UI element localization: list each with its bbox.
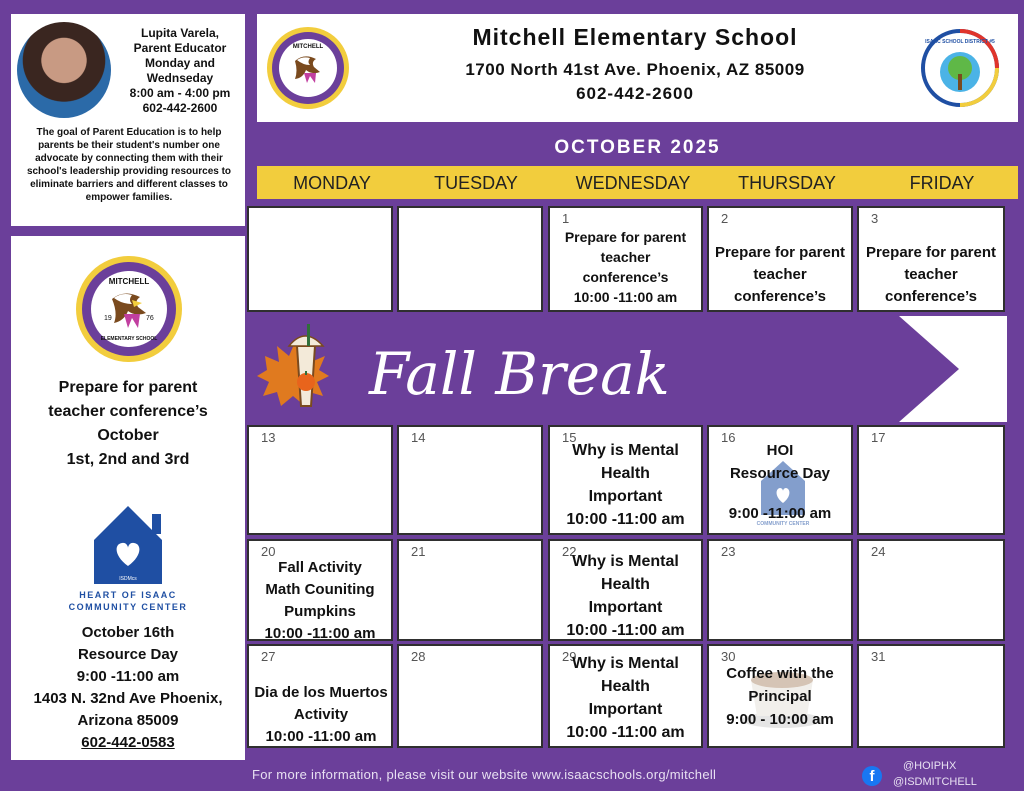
event-line: Pumpkins (284, 603, 356, 620)
event-time: 10:00 -11:00 am (573, 289, 678, 305)
date-number: 28 (411, 649, 426, 664)
day-label-friday: FRIDAY (909, 173, 975, 193)
hoi-info (14, 622, 242, 754)
district-name: ISAAC SCHOOL DISTRICT #5 (925, 39, 995, 45)
date-number: 14 (411, 430, 426, 445)
goal-text: The goal of Parent Education is to help parents be their student's number one advocate by connecting them with their school's leadership providing resources to eliminate barriers and different classes to empower families. (26, 127, 232, 203)
date-number: 16 (721, 430, 736, 445)
event-line: Important (588, 701, 663, 718)
calendar-cell-empty (247, 206, 393, 312)
event-line: Why is Mental (572, 655, 679, 672)
event-mental-health (550, 439, 701, 531)
social-handle-isdmitchell[interactable]: @ISDMITCHELL (893, 776, 977, 788)
event-line: Health (601, 678, 650, 695)
event-line: Health (601, 576, 650, 593)
school-seal-icon (74, 254, 184, 364)
date-number: 29 (562, 649, 577, 664)
month-title: OCTOBER 2025 (554, 137, 721, 158)
seal-sub: ELEMENTARY SCHOOL (100, 336, 158, 342)
school-seal-icon (266, 26, 350, 110)
event-line: teacher (753, 266, 807, 283)
calendar-cell-oct-3 (857, 206, 1005, 312)
event-line: Coffee with the (726, 665, 834, 682)
event-coffee-with-principal (709, 662, 851, 731)
calendar-cell-oct-17 (857, 425, 1005, 535)
calendar-cell-oct-14 (397, 425, 543, 535)
school-name: Mitchell Elementary School (472, 24, 798, 50)
day-label-monday: MONDAY (293, 173, 371, 193)
calendar-cell-oct-31 (857, 644, 1005, 748)
date-number: 27 (261, 649, 276, 664)
avatar (17, 22, 111, 118)
event-time: 9:00 - 10:00 am (726, 711, 834, 728)
event-line: conference’s (885, 288, 977, 305)
calendar-cell-oct-16 (707, 425, 853, 535)
calendar-cell-oct-24 (857, 539, 1005, 641)
calendar-cell-oct-1 (548, 206, 703, 312)
calendar-cell-oct-22 (548, 539, 703, 641)
date-number: 30 (721, 649, 736, 664)
event-line: Prepare for parent (714, 244, 846, 261)
contact-name: Lupita Varela, (140, 26, 220, 40)
event-time: 9:00 -11:00 am (728, 505, 832, 522)
social-handle-hoiphx[interactable]: @HOIPHX (903, 760, 957, 772)
school-phone: 602-442-2600 (576, 84, 694, 103)
calendar-cell-oct-27 (247, 644, 393, 748)
conf-line-3: October (97, 427, 159, 444)
event-conference (550, 227, 701, 307)
event-mental-health (550, 550, 701, 642)
event-line: Resource Day (729, 465, 831, 482)
date-number: 31 (871, 649, 886, 664)
seal-year-left: 19 (104, 315, 112, 322)
event-time: 10:00 -11:00 am (264, 625, 376, 642)
event-line: Why is Mental (572, 442, 679, 459)
hoi-watermark-text: COMMUNITY CENTER (756, 521, 810, 527)
event-line: Principal (748, 688, 812, 705)
event-line: Important (588, 488, 663, 505)
event-conference (705, 242, 855, 308)
day-label-thursday: THURSDAY (738, 173, 836, 193)
facebook-icon[interactable]: f (862, 766, 882, 786)
weekday-bar (257, 166, 1018, 199)
event-line: conference’s (582, 269, 669, 285)
hoi-time: 9:00 -11:00 am (76, 668, 180, 685)
calendar-cell-oct-30 (707, 644, 853, 748)
event-line: Activity (293, 706, 349, 723)
contact-hours: 8:00 am - 4:00 pm (129, 86, 231, 100)
contact-days-2: Wednseday (146, 71, 214, 85)
district-logo-icon (920, 28, 1000, 108)
date-number: 22 (562, 544, 577, 559)
calendar-cell-oct-2 (707, 206, 853, 312)
event-mental-health (550, 652, 701, 744)
hoi-logo-small: ISDMcs (119, 576, 137, 582)
hoi-logo-line-2: COMMUNITY CENTER (68, 602, 188, 612)
date-number: 21 (411, 544, 426, 559)
hoi-logo-line-1: HEART OF ISAAC (79, 590, 177, 600)
calendar-cell-oct-28 (397, 644, 543, 748)
event-time: 10:00 -11:00 am (566, 724, 685, 741)
event-time: 10:00 -11:00 am (566, 511, 685, 528)
seal-year-right: 76 (146, 315, 154, 322)
calendar-cell-oct-13 (247, 425, 393, 535)
footer-info: For more information, please visit our website www.isaacschools.org/mitchell (252, 767, 717, 782)
event-line: HOI (766, 442, 794, 459)
calendar-cell-oct-20 (247, 539, 393, 641)
fall-break-banner (247, 316, 1007, 422)
contact-info (116, 26, 244, 116)
event-line: Fall Activity (278, 559, 362, 576)
date-number: 24 (871, 544, 886, 559)
event-line: Important (588, 599, 663, 616)
contact-phone: 602-442-2600 (142, 101, 218, 115)
event-dia-de-los-muertos (243, 682, 399, 748)
conf-line-2: teacher conference’s (48, 403, 208, 420)
heart-of-isaac-logo-icon (58, 500, 198, 615)
calendar-cell-oct-21 (397, 539, 543, 641)
fall-break-title: Fall Break (369, 340, 670, 408)
hoi-address-1: 1403 N. 32nd Ave Phoenix, (33, 690, 223, 707)
event-line: Prepare for parent (865, 244, 997, 261)
contact-role: Parent Educator (133, 41, 227, 55)
date-number: 2 (721, 211, 729, 226)
hoi-event: Resource Day (77, 646, 179, 663)
event-time: 10:00 -11:00 am (566, 622, 685, 639)
calendar-cell-oct-29 (548, 644, 703, 748)
event-time: 10:00 -11:00 am (265, 728, 377, 745)
date-number: 20 (261, 544, 276, 559)
seal-name: MITCHELL (108, 277, 150, 286)
calendar-cell-empty (397, 206, 543, 312)
date-number: 3 (871, 211, 879, 226)
date-number: 17 (871, 430, 886, 445)
conf-line-4: 1st, 2nd and 3rd (66, 451, 190, 468)
event-line: Why is Mental (572, 553, 679, 570)
hoi-phone: 602-442-0583 (81, 734, 175, 751)
hoi-date: October 16th (81, 624, 175, 641)
event-line: Math Couniting (265, 581, 375, 598)
calendar-cell-oct-23 (707, 539, 853, 641)
calendar-cell-oct-15 (548, 425, 703, 535)
contact-days-1: Monday and (144, 56, 215, 70)
event-conference (857, 242, 1005, 308)
conference-note (20, 376, 236, 472)
date-number: 13 (261, 430, 276, 445)
event-fall-activity (245, 557, 395, 645)
date-number: 23 (721, 544, 736, 559)
day-label-wednesday: WEDNESDAY (575, 173, 691, 193)
event-line: conference’s (734, 288, 826, 305)
conf-line-1: Prepare for parent (58, 379, 198, 396)
seal-top-name: MITCHELL (292, 44, 324, 50)
date-number: 15 (562, 430, 577, 445)
event-line: Health (601, 465, 650, 482)
event-line: teacher (600, 249, 651, 265)
event-line: Prepare for parent (564, 229, 687, 245)
school-address: 1700 North 41st Ave. Phoenix, AZ 85009 (465, 60, 805, 79)
event-line: teacher (904, 266, 958, 283)
event-hoi-resource-day (709, 439, 851, 485)
event-line: Dia de los Muertos (254, 684, 388, 701)
day-label-tuesday: TUESDAY (434, 173, 518, 193)
hoi-address-2: Arizona 85009 (77, 712, 179, 729)
date-number: 1 (562, 211, 570, 226)
